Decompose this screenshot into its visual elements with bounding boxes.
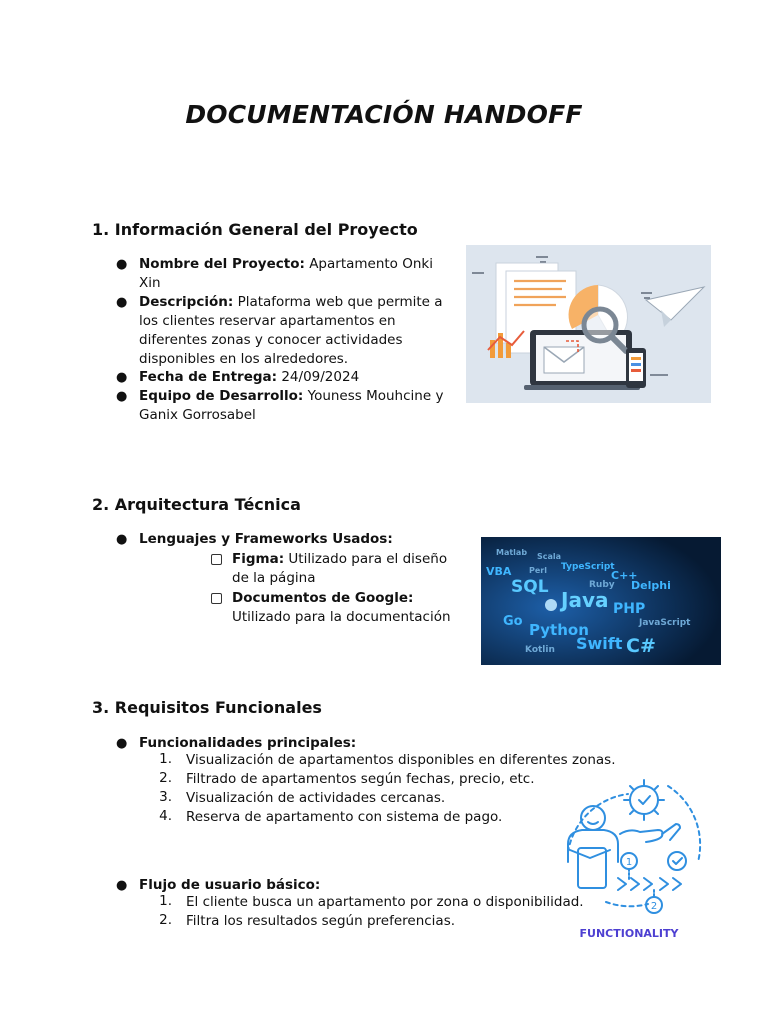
delivery-date-value: 24/09/2024 [281, 369, 360, 385]
word-matlab: Matlab [496, 548, 528, 557]
delivery-date-item [139, 368, 459, 387]
flow-item: El cliente busca un apartamento por zona o disponibilidad. [186, 894, 584, 910]
word-go: Go [503, 614, 523, 629]
feature-item: Filtrado de apartamentos según fechas, precio, etc. [186, 771, 535, 787]
description-label: Descripción: [139, 294, 234, 310]
feature-item: Visualización de actividades cercanas. [186, 790, 446, 806]
analytics-illustration [466, 245, 711, 403]
functionality-caption: FUNCTIONALITY [579, 927, 679, 940]
dev-team-value: Youness Mouhcine y [307, 388, 444, 404]
list-number: 2. [159, 912, 172, 928]
bullet: ● [116, 295, 128, 310]
word-scala: Scala [537, 552, 562, 561]
google-docs-value: Utilizado para la documentación [232, 609, 451, 625]
bullet: ● [116, 389, 128, 404]
description-line: disponibles en los alrededores. [139, 351, 349, 367]
word-javascript: JavaScript [639, 618, 691, 628]
flow-item: Filtra los resultados según preferencias. [186, 913, 456, 929]
dev-team-item [139, 387, 469, 425]
step-one-number: 1 [625, 857, 633, 868]
word-python: Python [529, 621, 589, 639]
word-delphi: Delphi [631, 579, 671, 592]
word-typescript: TypeScript [561, 562, 615, 572]
bullet: ● [116, 257, 128, 272]
list-number: 4. [159, 808, 172, 824]
word-sql: SQL [511, 577, 549, 597]
figma-checkbox[interactable] [211, 554, 222, 565]
programming-languages-image [481, 537, 721, 665]
word-vba: VBA [486, 565, 512, 578]
project-name-value: Apartamento Onki [309, 256, 433, 272]
step-two-number: 2 [650, 901, 658, 912]
dev-team-label: Equipo de Desarrollo: [139, 388, 304, 404]
languages-frameworks-label [139, 530, 459, 549]
word-perl: Perl [529, 566, 547, 575]
languages-label-text: Lenguajes y Frameworks Usados: [139, 531, 393, 547]
section-heading-functional: 3. Requisitos Funcionales [92, 698, 322, 717]
section-heading-general: 1. Información General del Proyecto [92, 220, 418, 239]
user-flow-text: Flujo de usuario básico: [139, 877, 321, 893]
bullet: ● [116, 878, 128, 893]
google-docs-item [232, 589, 477, 627]
description-line: Plataforma web que permite a [237, 294, 443, 310]
list-number: 2. [159, 770, 172, 786]
bullet: ● [116, 370, 128, 385]
figma-value-cont: de la página [232, 570, 316, 586]
section-heading-architecture: 2. Arquitectura Técnica [92, 495, 301, 514]
delivery-date-label: Fecha de Entrega: [139, 369, 278, 385]
word-ruby: Ruby [589, 580, 615, 590]
word-java: Java [561, 588, 609, 612]
hand-icon [620, 830, 663, 842]
list-number: 3. [159, 789, 172, 805]
light-flare [545, 599, 557, 611]
feature-item: Visualización de apartamentos disponibles en diferentes zonas. [186, 752, 616, 768]
document-title: DOCUMENTACIÓN HANDOFF [185, 100, 583, 129]
bullet: ● [116, 532, 128, 547]
list-number: 1. [159, 751, 172, 767]
figma-value: Utilizado para el diseño [288, 551, 448, 567]
description-item [139, 293, 469, 369]
description-line: diferentes zonas y conocer actividades [139, 332, 403, 348]
description-line: los clientes reservar apartamentos en [139, 313, 396, 329]
project-name-value-cont: Xin [139, 275, 161, 291]
google-docs-checkbox[interactable] [211, 593, 222, 604]
list-number: 1. [159, 893, 172, 909]
bullet: ● [116, 736, 128, 751]
feature-item: Reserva de apartamento con sistema de pago. [186, 809, 503, 825]
arrow-chevrons [618, 878, 652, 890]
word-cpp: C++ [611, 569, 638, 582]
check-circle-icon [668, 852, 686, 870]
gear-icon [624, 780, 664, 820]
word-swift: Swift [576, 634, 623, 653]
project-name-item [139, 255, 459, 293]
word-php: PHP [613, 601, 646, 617]
word-csharp: C# [626, 635, 656, 657]
main-features-text: Funcionalidades principales: [139, 735, 357, 751]
figma-item [232, 550, 472, 588]
project-name-label: Nombre del Proyecto: [139, 256, 305, 272]
figma-label: Figma: [232, 551, 285, 567]
word-kotlin: Kotlin [525, 645, 555, 655]
google-docs-label: Documentos de Google: [232, 590, 414, 606]
dev-team-value-cont: Ganix Gorrosabel [139, 407, 256, 423]
